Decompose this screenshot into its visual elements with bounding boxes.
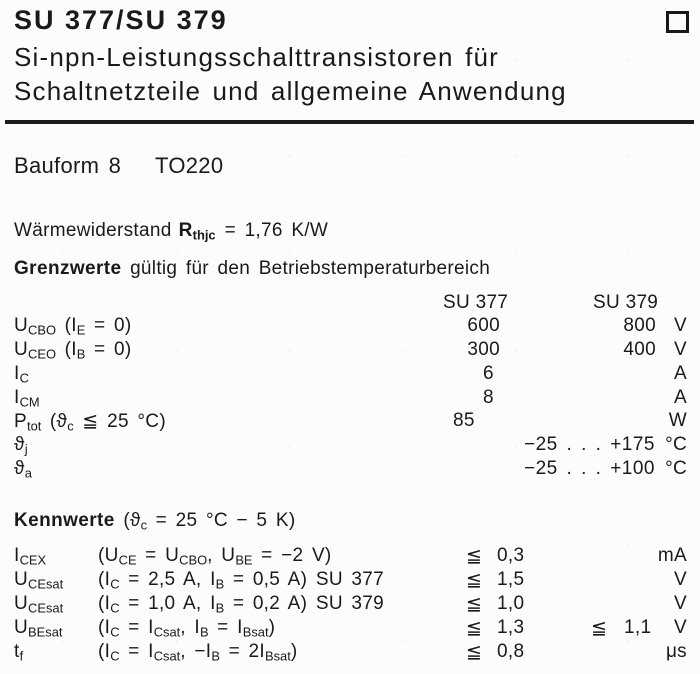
grenzwerte-heading [14, 258, 700, 280]
row-unit: °C [665, 458, 687, 479]
subtitle-line-1: Si-npn-Leistungsschalttransistoren für [14, 42, 500, 72]
value-su377: 300 [467, 339, 500, 360]
row-conditions: ($I_C = 2,5$ A, $I_B = 0,5$ A) SU 377 [98, 569, 385, 592]
limit-value: 1,3 [497, 617, 525, 638]
table-row-uceo [0, 339, 700, 363]
kennwerte-heading-bold: Kennwerte [14, 510, 115, 531]
row-unit: A [674, 387, 687, 408]
row-conditions: ($I_C = I_{Csat}$, $-I_B = 2I_{Bsat}$) [98, 641, 298, 664]
limit-sign: ≦ [466, 618, 483, 639]
row-unit: V [674, 339, 687, 360]
table-row-tf [0, 641, 700, 665]
page-title: SU 377/SU 379 [14, 5, 228, 35]
grenzwerte-heading-bold: Grenzwerte [14, 258, 122, 279]
column-header-su377: SU 377 [443, 292, 509, 313]
value-shared: 8 [483, 387, 494, 408]
value-range: −25 . . . +175 [524, 434, 655, 455]
row-unit: V [674, 617, 687, 638]
table-row-icex [0, 545, 700, 569]
thermal-resistance-line [14, 220, 700, 242]
table-row-ic [0, 363, 700, 387]
row-conditions: ($I_C = I_{Csat}$, $I_B = I_{Bsat}$) [98, 617, 276, 640]
limit-sign: ≦ [466, 642, 483, 663]
row-unit: V [674, 569, 687, 590]
subtitle-line-2: Schaltnetzteile und allgemeine Anwendung [14, 76, 567, 106]
row-unit: W [668, 410, 687, 431]
divider-rule [5, 120, 694, 124]
limit-sign: ≦ [466, 594, 483, 615]
limit-sign: ≦ [466, 570, 483, 591]
row-symbol: $U_{CBO}$ $(I_E = 0)$ [14, 315, 132, 338]
row-symbol: $I_{CEX}$ [14, 545, 47, 568]
value-shared: 6 [483, 363, 494, 384]
table-row-ubesat [0, 617, 700, 641]
row-symbol: $U_{CEsat}$ [14, 569, 64, 592]
row-unit: μs [665, 641, 687, 662]
page-subtitle [14, 40, 567, 108]
value-su379: 400 [623, 339, 656, 360]
table-row-ucesat-377 [0, 569, 700, 593]
limit-value: 0,3 [497, 545, 525, 566]
row-unit: mA [657, 545, 687, 566]
value-su377: 600 [467, 315, 500, 336]
package-form-label: Bauform 8 [14, 153, 122, 178]
row-symbol: $U_{CEO}$ $(I_B = 0)$ [14, 339, 132, 362]
row-symbol: $ϑ_a$ [14, 458, 32, 481]
row-symbol: $t_f$ [14, 641, 24, 664]
row-unit: A [674, 363, 687, 384]
column-header-su379: SU 379 [593, 292, 659, 313]
table-row-icm [0, 387, 700, 411]
row-symbol: $I_C$ [14, 363, 29, 386]
row-unit: V [674, 315, 687, 336]
package-type: TO220 [155, 153, 224, 178]
row-symbol: $U_{BEsat}$ [14, 617, 63, 640]
value-su379: 800 [623, 315, 656, 336]
thermal-resistance-symbol: $R_{thjc}$ [178, 220, 216, 243]
row-symbol: $P_{tot}$ ($ϑ_c$ ≦ 25 °C) [14, 411, 166, 434]
thermal-resistance-label: Wärmewiderstand [14, 220, 172, 241]
table-row-ucesat-379 [0, 593, 700, 617]
row-unit: °C [665, 434, 687, 455]
grenzwerte-heading-rest: gültig für den Betriebstemperaturbereich [121, 258, 491, 279]
row-symbol: $U_{CEsat}$ [14, 593, 64, 616]
value-range: −25 . . . +100 [524, 458, 655, 479]
limit-value: 1,5 [497, 569, 525, 590]
row-symbol: $I_{CM}$ [14, 387, 40, 410]
table-row-ptot [0, 410, 700, 434]
limit2-sign: ≦ [591, 618, 608, 639]
kennwerte-heading-rest: ($ϑ_c = 25$ °C − 5 K) [114, 510, 296, 533]
kennwerte-heading [14, 510, 700, 532]
row-unit: V [674, 593, 687, 614]
value-shared: 85 [453, 410, 475, 431]
corner-square-icon [666, 11, 689, 33]
limit-value: 0,8 [497, 641, 525, 662]
table-row-ucbo [0, 315, 700, 339]
thermal-resistance-value: = 1,76 K/W [224, 220, 329, 241]
row-conditions: ($U_{CE} = U_{CBO}$, $U_{BE} = -2$ V) [98, 545, 332, 568]
table-row-theta-j [0, 434, 700, 458]
table-row-theta-a [0, 458, 700, 482]
limit2-value: 1,1 [624, 617, 652, 638]
limit-value: 1,0 [497, 593, 525, 614]
row-conditions: ($I_C = 1,0$ A, $I_B = 0,2$ A) SU 379 [98, 593, 385, 616]
row-symbol: $ϑ_j$ [14, 434, 28, 457]
limit-sign: ≦ [466, 546, 483, 567]
